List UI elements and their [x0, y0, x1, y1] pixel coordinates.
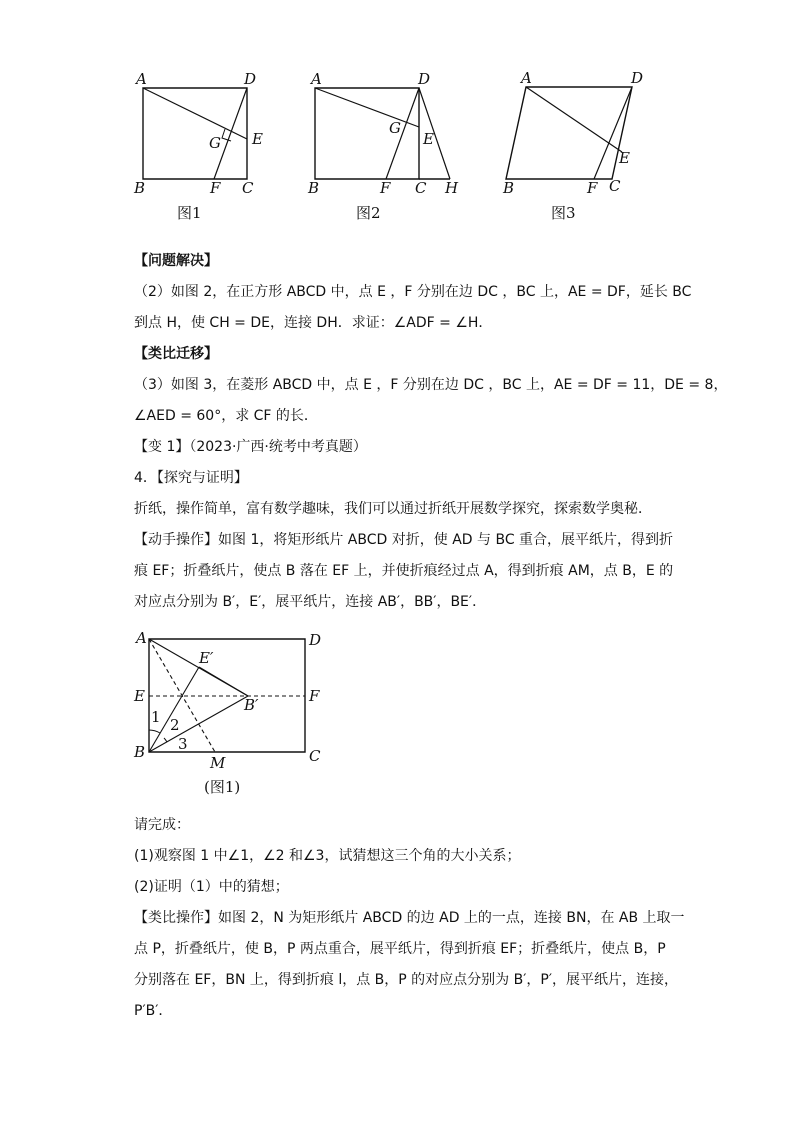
- analogy-op-line-2: 点 P，折叠纸片，使 B，P 两点重合，展平纸片，得到折痕 EF；折叠纸片，使点 B，P: [134, 941, 666, 957]
- figure-2-diagram: [302, 66, 472, 197]
- label-d: D: [309, 631, 322, 649]
- label-angle-1: 1: [151, 708, 161, 726]
- figure-4-diagram: [130, 626, 340, 776]
- figure-1-diagram: [130, 66, 280, 197]
- label-b: B: [134, 179, 146, 197]
- label-b-prime: B′: [244, 696, 259, 714]
- label-f: F: [587, 179, 598, 197]
- label-e: E: [134, 687, 145, 705]
- analogy-op-line-4: P′B′．: [134, 1003, 173, 1019]
- label-a: A: [521, 69, 532, 87]
- segment-ae: [526, 87, 622, 152]
- label-f: F: [309, 687, 320, 705]
- label-e: E: [252, 130, 263, 148]
- label-g: G: [389, 119, 401, 137]
- task-1-line: (1)观察图 1 中∠1，∠2 和∠3，试猜想这三个角的大小关系；: [134, 848, 521, 864]
- label-a: A: [311, 70, 322, 88]
- segment-e-prime-b-prime: [199, 667, 248, 696]
- label-b: B: [308, 179, 320, 197]
- label-e: E: [423, 130, 434, 148]
- q3-line-2: ∠AED = 60°，求 CF 的长．: [134, 408, 318, 424]
- task-2-line: (2)证明（1）中的猜想；: [134, 879, 289, 895]
- angle-arc-1: [149, 730, 160, 733]
- label-b: B: [134, 743, 146, 761]
- label-f: F: [380, 179, 391, 197]
- label-e: E: [619, 149, 630, 167]
- square-abcd: [315, 88, 419, 179]
- figure-3-diagram: [495, 66, 665, 197]
- label-b: B: [503, 179, 515, 197]
- label-a: A: [136, 70, 147, 88]
- label-d: D: [418, 70, 431, 88]
- q2-line-1: （2）如图 2，在正方形 ABCD 中，点 E ，F 分别在边 DC ，BC 上，AE = DF，延长 BC: [134, 284, 692, 300]
- label-d: D: [244, 70, 257, 88]
- figure-1-caption: 图1: [177, 204, 202, 222]
- square-abcd: [143, 88, 247, 179]
- complete-line: 请完成：: [134, 817, 190, 833]
- variant-line: 【变 1】（2023·广西·统考中考真题）: [134, 439, 367, 455]
- angle-arc-2: [164, 738, 167, 742]
- label-c: C: [242, 179, 254, 197]
- intro-line: 折纸，操作简单，富有数学趣味，我们可以通过折纸开展数学探究，探索数学奥秘．: [134, 501, 652, 517]
- operation-line-1: 【动手操作】如图 1，将矩形纸片 ABCD 对折，使 AD 与 BC 重合，展平纸片，得到折: [134, 532, 674, 548]
- segment-ae: [315, 88, 419, 127]
- q2-line-2: 到点 H，使 CH = DE，连接 DH．求证：∠ADF = ∠H．: [134, 315, 493, 331]
- figure-4: [130, 626, 340, 776]
- label-f: F: [210, 179, 221, 197]
- figure-2-caption: 图2: [356, 204, 381, 222]
- q4-title: 4．【探究与证明】: [134, 470, 248, 486]
- label-c: C: [309, 747, 321, 765]
- label-g: G: [209, 134, 221, 152]
- figure-3-caption: 图3: [551, 204, 576, 222]
- label-a: A: [136, 629, 147, 647]
- analogy-heading: 【类比迁移】: [134, 346, 218, 362]
- label-d: D: [631, 69, 644, 87]
- analogy-op-line-1: 【类比操作】如图 2，N 为矩形纸片 ABCD 的边 AD 上的一点，连接 BN，在 AB 上取一: [134, 910, 685, 926]
- figure-4-caption: (图1): [204, 778, 241, 796]
- problem-heading: 【问题解决】: [134, 253, 218, 269]
- text-block-1: [134, 246, 728, 618]
- text-block-2: [134, 810, 685, 1027]
- figure-1: [130, 66, 280, 197]
- label-c: C: [415, 179, 427, 197]
- figure-2: [302, 66, 472, 197]
- figure-3: [495, 66, 665, 197]
- label-angle-2: 2: [170, 716, 180, 734]
- operation-line-3: 对应点分别为 B′，E′，展平纸片，连接 AB′，BB′，BE′．: [134, 594, 487, 610]
- label-e-prime: E′: [199, 649, 214, 667]
- label-m: M: [210, 754, 226, 772]
- label-c: C: [609, 177, 621, 195]
- operation-line-2: 痕 EF；折叠纸片，使点 B 落在 EF 上，并使折痕经过点 A，得到折痕 AM，点 B，E 的: [134, 563, 674, 579]
- label-h: H: [445, 179, 459, 197]
- segment-bb-prime: [149, 696, 248, 752]
- q3-line-1: （3）如图 3，在菱形 ABCD 中，点 E ，F 分别在边 DC ，BC 上，AE = DF = 11，DE = 8，: [134, 377, 728, 393]
- label-angle-3: 3: [178, 735, 188, 753]
- analogy-op-line-3: 分别落在 EF，BN 上，得到折痕 l，点 B，P 的对应点分别为 B′，P′，展平纸片，连接，: [134, 972, 679, 988]
